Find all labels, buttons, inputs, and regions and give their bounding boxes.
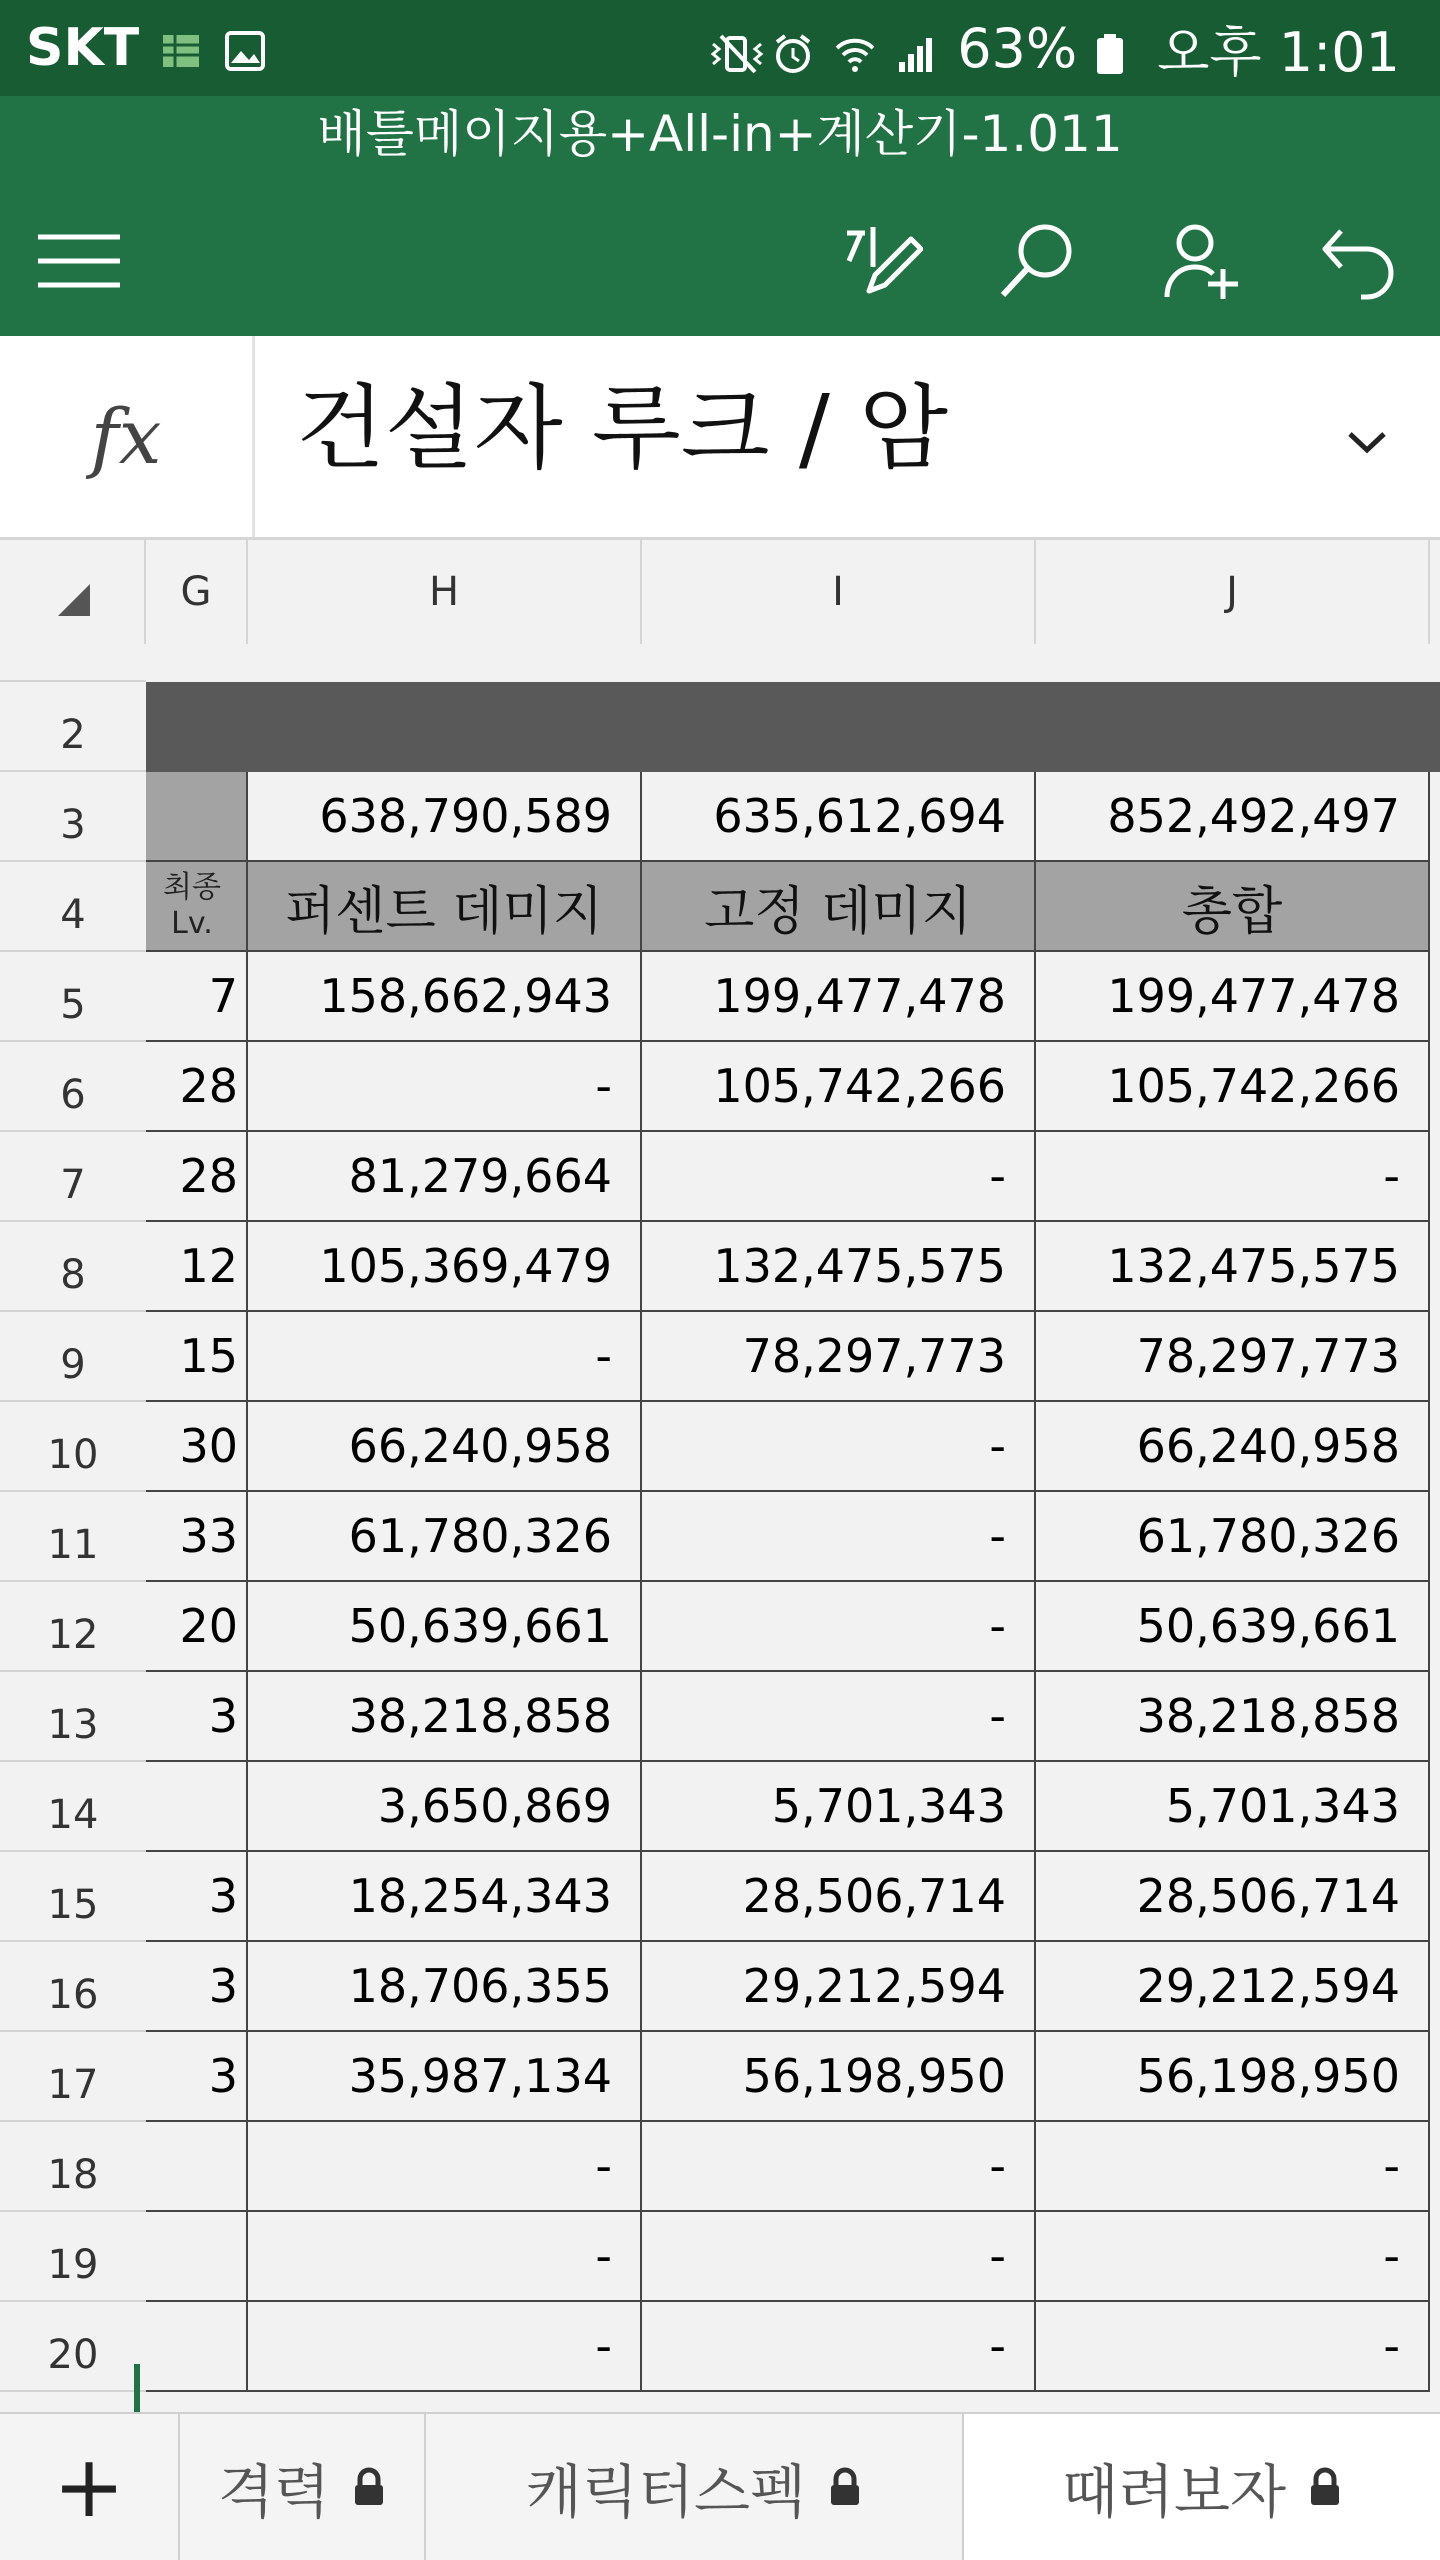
column-header-g[interactable]: G	[146, 540, 248, 644]
document-title: 배틀메이지용+All-in+계산기-1.011	[317, 105, 1123, 163]
cell-g[interactable]: 15	[146, 1312, 248, 1402]
cell-j[interactable]: 28,506,714	[1036, 1852, 1430, 1942]
cell-i[interactable]: 105,742,266	[642, 1042, 1036, 1132]
cell-i[interactable]: 635,612,694	[642, 772, 1036, 862]
cell-h[interactable]: 81,279,664	[248, 1132, 642, 1222]
lock-icon	[352, 2467, 386, 2507]
table-row	[0, 1672, 1440, 1762]
column-header-i[interactable]: I	[642, 540, 1036, 644]
add-person-icon	[1161, 219, 1245, 303]
cell-h[interactable]: -	[248, 2212, 642, 2302]
cell-i[interactable]: 56,198,950	[642, 2032, 1036, 2122]
formula-content[interactable]: 건설자 루크 / 암	[296, 375, 948, 482]
table-row	[0, 1942, 1440, 2032]
draw-button[interactable]	[826, 206, 936, 316]
add-sheet-button[interactable]: +	[0, 2414, 180, 2560]
partial-row-cell	[146, 644, 1440, 682]
select-all-icon	[54, 580, 94, 620]
select-all-corner[interactable]	[0, 540, 146, 644]
cell-h[interactable]: 61,780,326	[248, 1492, 642, 1582]
selection-handle[interactable]	[134, 2364, 140, 2412]
row-header[interactable]: 12	[0, 1582, 146, 1672]
cell-g[interactable]: 33	[146, 1492, 248, 1582]
table-row	[0, 952, 1440, 1042]
cell-h[interactable]: 퍼센트 데미지	[248, 862, 642, 952]
table-row	[0, 1312, 1440, 1402]
table-row	[0, 1492, 1440, 1582]
row-header[interactable]: 3	[0, 772, 146, 862]
spreadsheet-notification-icon	[159, 26, 203, 70]
tab-label: 캐릭터스펙	[525, 2458, 807, 2526]
table-row	[0, 1762, 1440, 1852]
row-header[interactable]: 20	[0, 2302, 146, 2392]
tab-label: 때려보자	[1061, 2458, 1287, 2526]
cell-g[interactable]: 3	[146, 2032, 248, 2122]
row-header[interactable]: 18	[0, 2122, 146, 2212]
row-header[interactable]: 14	[0, 1762, 146, 1852]
header-text-line: Lv.	[171, 906, 213, 941]
row-header[interactable]: 4	[0, 862, 146, 952]
cell-j[interactable]: 852,492,497	[1036, 772, 1430, 862]
cell-j[interactable]: 66,240,958	[1036, 1402, 1430, 1492]
table-row	[0, 1582, 1440, 1672]
row-header[interactable]: 5	[0, 952, 146, 1042]
cell-h[interactable]: 158,662,943	[248, 952, 642, 1042]
cell-i[interactable]: 78,297,773	[642, 1312, 1036, 1402]
table-row	[0, 1402, 1440, 1492]
tab-label: 격력	[217, 2458, 331, 2526]
cell-i[interactable]: 199,477,478	[642, 952, 1036, 1042]
undo-button[interactable]	[1304, 206, 1414, 316]
row-header[interactable]: 16	[0, 1942, 146, 2032]
cell-g[interactable]: 3	[146, 1672, 248, 1762]
cell-h[interactable]: -	[248, 2122, 642, 2212]
wifi-icon	[833, 26, 877, 70]
cell-j[interactable]: 50,639,661	[1036, 1582, 1430, 1672]
cell-g[interactable]: 3	[146, 1852, 248, 1942]
table-row	[0, 2122, 1440, 2212]
app-toolbar	[0, 96, 1440, 336]
vibrate-mute-icon	[709, 26, 753, 70]
clock: 오후 1:01	[1157, 20, 1400, 84]
cell-i[interactable]: 28,506,714	[642, 1852, 1036, 1942]
cell-j[interactable]: 총합	[1036, 862, 1430, 952]
cell-i[interactable]: -	[642, 1132, 1036, 1222]
tab-sheet-3[interactable]	[964, 2414, 1440, 2560]
table-row	[0, 1132, 1440, 1222]
column-header-h[interactable]: H	[248, 540, 642, 644]
status-right	[709, 16, 1400, 84]
cell-h[interactable]: 38,218,858	[248, 1672, 642, 1762]
cell-g[interactable]: 3	[146, 1942, 248, 2032]
cell-g[interactable]: 7	[146, 952, 248, 1042]
table-row	[0, 772, 1440, 862]
cell-g[interactable]	[146, 862, 248, 952]
table-row	[0, 862, 1440, 952]
cell-g[interactable]	[146, 2212, 248, 2302]
cell-g[interactable]: 30	[146, 1402, 248, 1492]
cell-h[interactable]: 18,254,343	[248, 1852, 642, 1942]
cell-j[interactable]: 132,475,575	[1036, 1222, 1430, 1312]
row-header[interactable]: 11	[0, 1492, 146, 1582]
tab-sheet-2[interactable]	[426, 2414, 964, 2560]
column-header-j[interactable]: J	[1036, 540, 1430, 644]
cell-i[interactable]: -	[642, 2122, 1036, 2212]
row-header-partial	[0, 644, 146, 682]
table-row	[0, 2212, 1440, 2302]
hamburger-icon	[36, 231, 122, 291]
row-header[interactable]: 19	[0, 2212, 146, 2302]
header-text-line: 최종	[163, 870, 221, 905]
row-header[interactable]: 8	[0, 1222, 146, 1312]
cell-h[interactable]: 35,987,134	[248, 2032, 642, 2122]
cell-j[interactable]: 38,218,858	[1036, 1672, 1430, 1762]
cell-g[interactable]: 28	[146, 1042, 248, 1132]
table-row	[0, 2302, 1440, 2392]
formula-bar	[0, 336, 1440, 540]
function-button[interactable]: fx	[0, 336, 255, 537]
lock-icon	[828, 2467, 862, 2507]
cell-i[interactable]: 5,701,343	[642, 1762, 1036, 1852]
share-button[interactable]	[1148, 206, 1258, 316]
cell-i[interactable]: -	[642, 2212, 1036, 2302]
ink-pen-icon	[839, 219, 923, 303]
cell-i[interactable]: 29,212,594	[642, 1942, 1036, 2032]
carrier-label: SKT	[26, 18, 140, 78]
row-header[interactable]: 7	[0, 1132, 146, 1222]
cell-h[interactable]: 3,650,869	[248, 1762, 642, 1852]
table-row	[0, 1222, 1440, 1312]
search-icon	[995, 219, 1079, 303]
cell-j[interactable]: 56,198,950	[1036, 2032, 1430, 2122]
signal-icon	[895, 26, 939, 70]
cell-g[interactable]	[146, 2302, 248, 2392]
cell-j[interactable]: 78,297,773	[1036, 1312, 1430, 1402]
row-header[interactable]: 15	[0, 1852, 146, 1942]
row-header[interactable]: 2	[0, 682, 146, 772]
lock-icon	[1308, 2467, 1342, 2507]
spreadsheet-grid[interactable]	[0, 540, 1440, 2412]
merged-dark-cell[interactable]	[146, 682, 1440, 772]
cell-g[interactable]	[146, 772, 248, 862]
table-row	[0, 1852, 1440, 1942]
cell-j[interactable]: 199,477,478	[1036, 952, 1430, 1042]
cell-j[interactable]: -	[1036, 1132, 1430, 1222]
cell-i[interactable]: 132,475,575	[642, 1222, 1036, 1312]
undo-icon	[1317, 219, 1401, 303]
status-left	[26, 20, 267, 76]
cell-i[interactable]: -	[642, 1492, 1036, 1582]
search-button[interactable]	[982, 206, 1092, 316]
chevron-down-icon[interactable]	[1332, 406, 1402, 476]
cell-j[interactable]: 29,212,594	[1036, 1942, 1430, 2032]
cell-g[interactable]: 20	[146, 1582, 248, 1672]
cell-g[interactable]	[146, 2122, 248, 2212]
battery-percent: 63%	[957, 16, 1078, 80]
cell-j[interactable]: -	[1036, 2212, 1430, 2302]
menu-button[interactable]	[24, 206, 134, 316]
row-header[interactable]: 6	[0, 1042, 146, 1132]
cell-g[interactable]: 28	[146, 1132, 248, 1222]
row-header[interactable]: 9	[0, 1312, 146, 1402]
cell-i[interactable]: 고정 데미지	[642, 862, 1036, 952]
cell-h[interactable]: 105,369,479	[248, 1222, 642, 1312]
cell-j[interactable]: 105,742,266	[1036, 1042, 1430, 1132]
table-row	[0, 2032, 1440, 2122]
image-notification-icon	[223, 26, 267, 70]
sheet-tabs	[0, 2412, 1440, 2560]
table-row	[0, 1042, 1440, 1132]
row-header[interactable]: 10	[0, 1402, 146, 1492]
cell-h[interactable]: 66,240,958	[248, 1402, 642, 1492]
cell-g[interactable]: 12	[146, 1222, 248, 1312]
cell-h[interactable]: 18,706,355	[248, 1942, 642, 2032]
cell-j[interactable]: -	[1036, 2302, 1430, 2392]
cell-h[interactable]: 638,790,589	[248, 772, 642, 862]
cell-j[interactable]: 5,701,343	[1036, 1762, 1430, 1852]
cell-g[interactable]	[146, 1762, 248, 1852]
cell-i[interactable]: -	[642, 2302, 1036, 2392]
cell-h[interactable]: -	[248, 1312, 642, 1402]
cell-j[interactable]: 61,780,326	[1036, 1492, 1430, 1582]
cell-i[interactable]: -	[642, 1672, 1036, 1762]
table-row	[0, 682, 1440, 772]
cell-h[interactable]: -	[248, 1042, 642, 1132]
cell-h[interactable]: 50,639,661	[248, 1582, 642, 1672]
status-bar	[0, 0, 1440, 96]
row-header[interactable]: 13	[0, 1672, 146, 1762]
cell-i[interactable]: -	[642, 1582, 1036, 1672]
cell-h[interactable]: -	[248, 2302, 642, 2392]
battery-icon	[1095, 26, 1139, 70]
row-header[interactable]: 17	[0, 2032, 146, 2122]
alarm-icon	[771, 26, 815, 70]
tab-sheet-1[interactable]	[180, 2414, 426, 2560]
cell-j[interactable]: -	[1036, 2122, 1430, 2212]
cell-i[interactable]: -	[642, 1402, 1036, 1492]
